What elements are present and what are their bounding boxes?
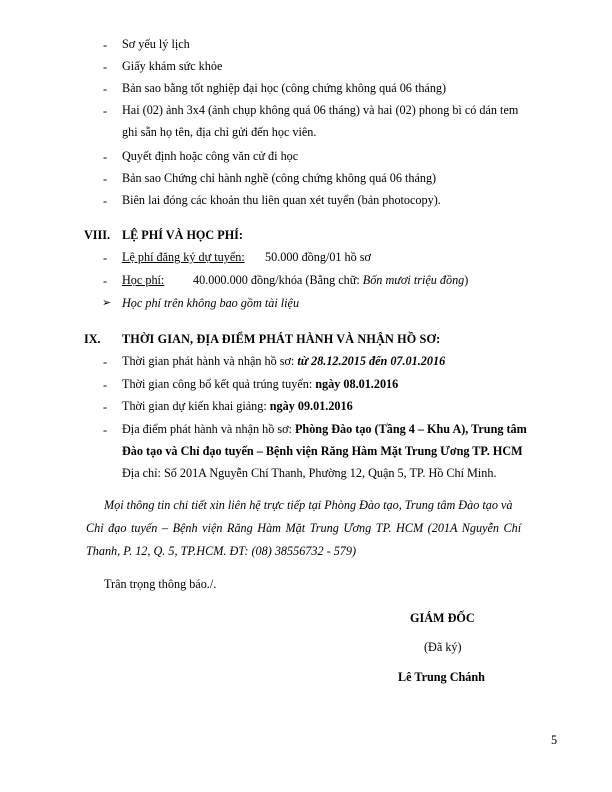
contact-line: Thanh, P. 12, Q. 5, TP.HCM. ĐT: (08) 38556732 - 579) (86, 544, 357, 558)
tuition-note: Học phí trên không bao gồm tài liệu (122, 296, 300, 310)
list-bullet: - (103, 82, 108, 96)
contact-line: Mọi thông tin chi tiết xin liên hệ trực tiếp tại Phòng Đào tạo, Trung tâm Đào tạo và (104, 498, 513, 512)
page-number: 5 (551, 733, 558, 747)
list-item: Quyết định hoặc công văn cử đi học (122, 149, 299, 163)
list-bullet: - (103, 38, 108, 52)
list-bullet: - (103, 423, 108, 437)
list-bullet: - (103, 104, 108, 118)
issue-period: Thời gian phát hành và nhận hồ sơ: từ 28.12.2015 đến 07.01.2016 (122, 354, 446, 368)
list-bullet: - (103, 251, 108, 265)
result-date: Thời gian công bố kết quả trúng tuyển: ngày 08.01.2016 (122, 377, 399, 391)
list-bullet: - (103, 172, 108, 186)
contact-line: Chỉ đạo tuyến – Bệnh viện Răng Hàm Mặt Trung Ương TP. HCM (201A Nguyễn Chí (86, 521, 522, 535)
closing-line: Trân trọng thông báo./. (104, 577, 217, 591)
section-number: VIII. (84, 228, 111, 242)
opening-date: Thời gian dự kiến khai giảng: ngày 09.01.2016 (122, 399, 353, 413)
tuition-label: Học phí: (122, 273, 165, 287)
signer-title: GIÁM ĐỐC (410, 611, 475, 625)
list-item: Hai (02) ảnh 3x4 (ảnh chụp không quá 06 tháng) và hai (02) phong bì có dán tem (122, 103, 519, 117)
list-bullet: - (103, 150, 108, 164)
section-title: LỆ PHÍ VÀ HỌC PHÍ: (122, 228, 243, 242)
signed-note: (Đã ký) (424, 640, 462, 654)
signer-name: Lê Trung Chánh (398, 670, 485, 684)
list-bullet: - (103, 355, 108, 369)
registration-fee-label: Lệ phí đăng ký dự tuyển: (122, 250, 245, 264)
tuition-value: 40.000.000 đồng/khóa (Bằng chữ: Bốn mươi triệu đồng) (193, 273, 469, 287)
list-bullet: - (103, 274, 108, 288)
list-item: Bản sao bằng tốt nghiệp đại học (công chứng không quá 06 tháng) (122, 81, 447, 95)
list-item: Biên lai đóng các khoản thu liên quan xét tuyển (bản photocopy). (122, 193, 441, 207)
section-number: IX. (84, 332, 101, 346)
list-item: Sơ yếu lý lịch (122, 37, 190, 51)
address: Địa chỉ: Số 201A Nguyễn Chí Thanh, Phường 12, Quận 5, TP. Hồ Chí Minh. (122, 466, 497, 480)
issue-location: Địa điểm phát hành và nhận hồ sơ: Phòng Đào tạo (Tầng 4 – Khu A), Trung tâm (122, 422, 527, 436)
section-title: THỜI GIAN, ĐỊA ĐIỂM PHÁT HÀNH VÀ NHẬN HỒ SƠ: (122, 332, 441, 346)
issue-location-continuation: Đào tạo và Chỉ đạo tuyến – Bệnh viện Răng Hàm Mặt Trung Ương TP. HCM (122, 444, 523, 458)
list-bullet: - (103, 194, 108, 208)
registration-fee-value: 50.000 đồng/01 hồ sơ (265, 250, 371, 264)
list-bullet: - (103, 378, 108, 392)
list-item: Bản sao Chứng chỉ hành nghề (công chứng không quá 06 tháng) (122, 171, 437, 185)
list-bullet: - (103, 400, 108, 414)
list-item-continuation: ghi sẵn họ tên, địa chỉ gửi đến học viên. (122, 125, 317, 139)
list-bullet: - (103, 60, 108, 74)
list-item: Giấy khám sức khỏe (122, 59, 223, 73)
arrow-bullet-icon: ➢ (102, 297, 112, 309)
